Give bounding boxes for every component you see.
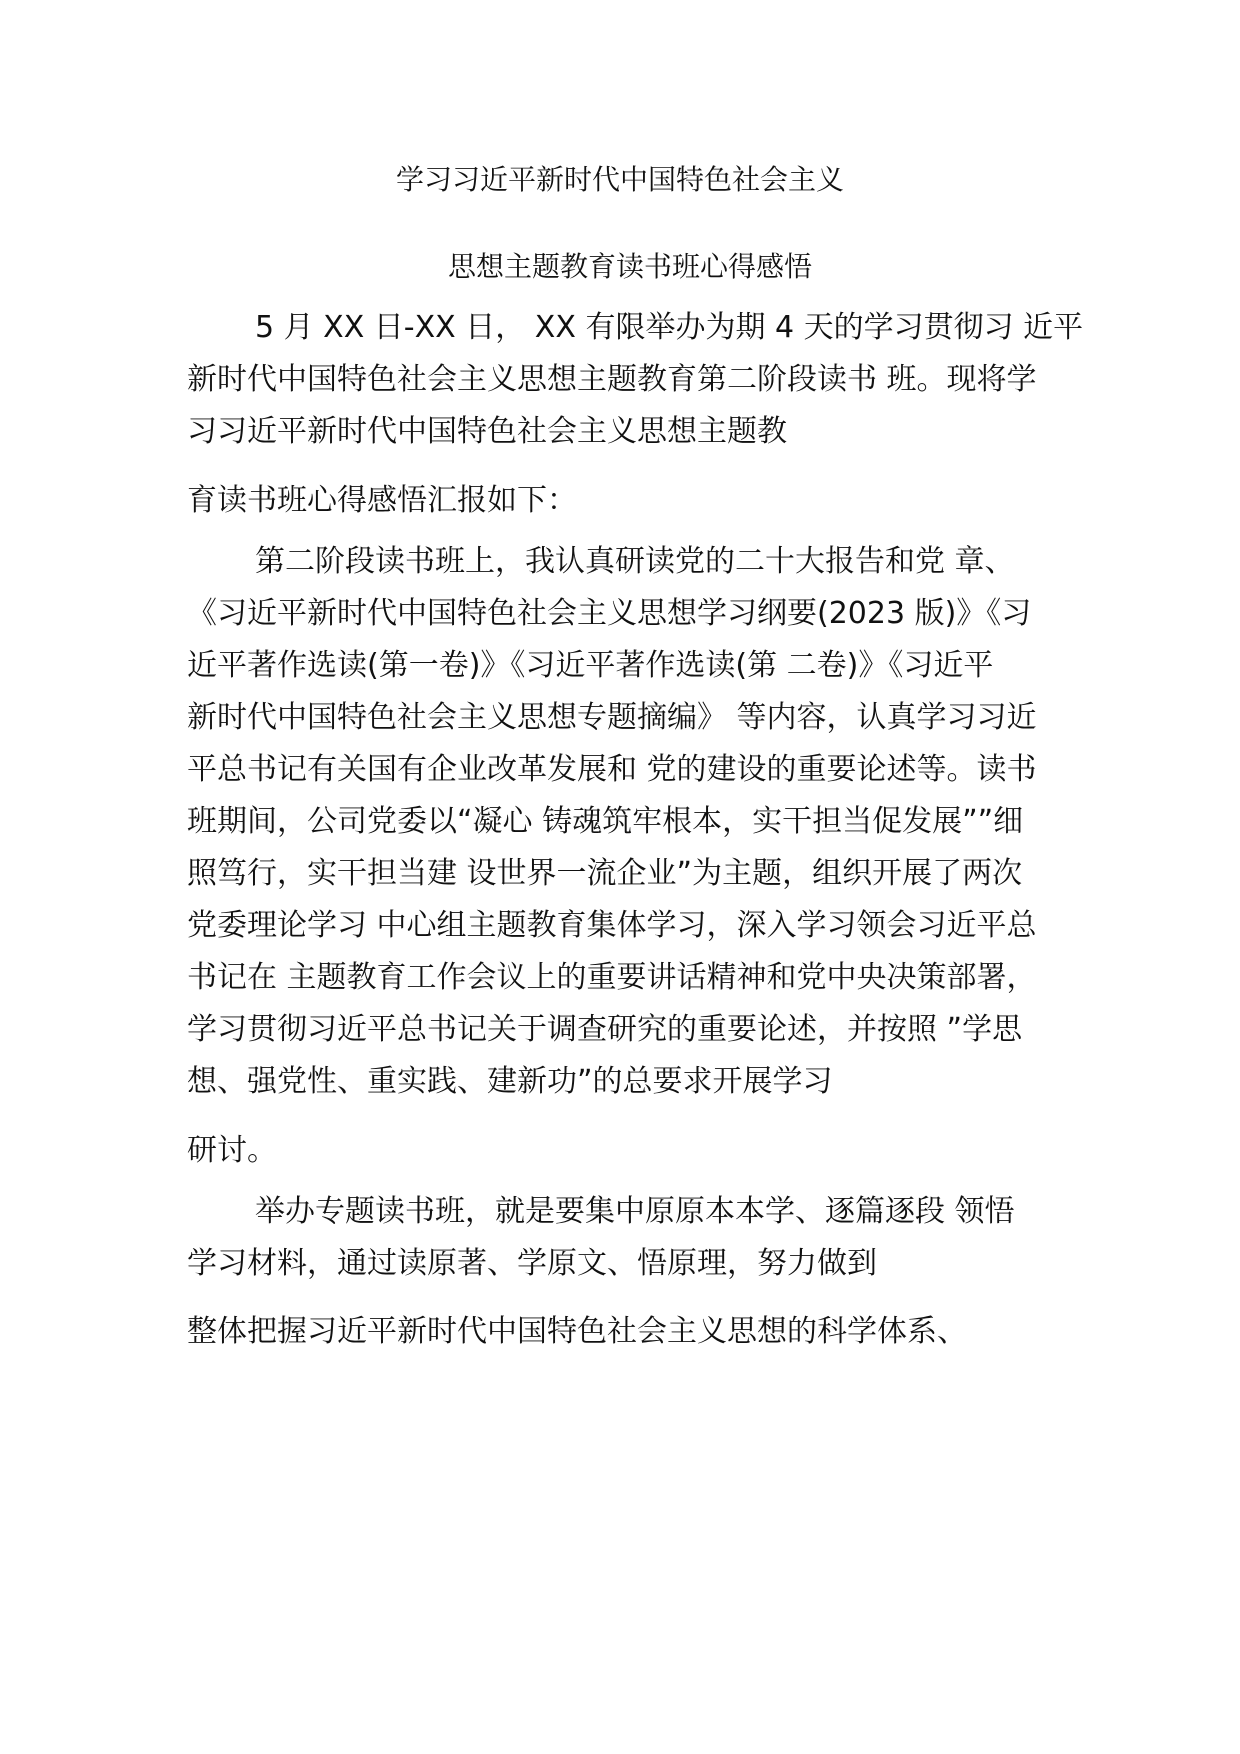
paragraph-2-line-3: 近平著作选读(第一卷)》《习近平著作选读(第 二卷)》《习近平 [187, 648, 994, 683]
paragraph-2-line-10: 学习贯彻习近平总书记关于调查研究的重要论述，并按照 ”学思 [187, 1012, 1023, 1047]
paragraph-1-line-1: 5 月 XX 日-XX 日， XX 有限举办为期 4 天的学习贯彻习 近平 [255, 310, 1084, 345]
paragraph-2-line-2: 《习近平新时代中国特色社会主义思想学习纲要(2023 版)》《习 [187, 596, 1032, 631]
paragraph-2-line-9: 书记在 主题教育工作会议上的重要讲话精神和党中央决策部署， [187, 960, 1037, 995]
paragraph-2-line-1: 第二阶段读书班上，我认真研读党的二十大报告和党 章、 [255, 544, 1015, 579]
paragraph-3-line-2: 学习材料，通过读原著、学原文、悟原理，努力做到 [187, 1246, 877, 1281]
paragraph-2-line-8: 党委理论学习 中心组主题教育集体学习，深入学习领会习近平总 [187, 908, 1037, 943]
paragraph-1-line-4: 育读书班心得感悟汇报如下： [187, 483, 577, 518]
document-title-line-2: 思想主题教育读书班心得感悟 [447, 250, 812, 283]
paragraph-2-line-12: 研讨。 [187, 1133, 277, 1168]
paragraph-2-line-6: 班期间，公司党委以“凝心 铸魂筑牢根本，实干担当促发展””细 [187, 804, 1024, 839]
paragraph-2-line-5: 平总书记有关国有企业改革发展和 党的建设的重要论述等。读书 [187, 752, 1037, 787]
paragraph-3-line-3: 整体把握习近平新时代中国特色社会主义思想的科学体系、 [187, 1314, 967, 1349]
document-title-line-1: 学习习近平新时代中国特色社会主义 [395, 163, 844, 196]
paragraph-1-line-3: 习习近平新时代中国特色社会主义思想主题教 [187, 414, 787, 449]
paragraph-1-line-2: 新时代中国特色社会主义思想主题教育第二阶段读书 班。现将学 [187, 362, 1037, 397]
paragraph-2-line-4: 新时代中国特色社会主义思想专题摘编》 等内容，认真学习习近 [187, 700, 1037, 735]
paragraph-3-line-1: 举办专题读书班，就是要集中原原本本学、逐篇逐段 领悟 [255, 1194, 1015, 1229]
paragraph-2-line-7: 照笃行，实干担当建 设世界一流企业”为主题，组织开展了两次 [187, 856, 1023, 891]
paragraph-2-line-11: 想、强党性、重实践、建新功”的总要求开展学习 [187, 1064, 833, 1099]
